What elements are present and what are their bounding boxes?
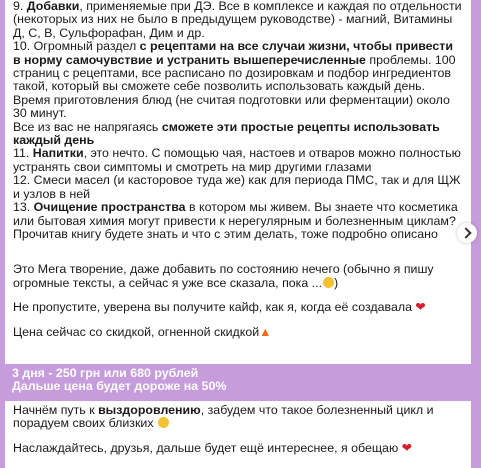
item-11-number: 11. xyxy=(13,146,33,161)
mega-paragraph xyxy=(13,263,463,290)
item-13-number: 13. xyxy=(13,200,34,215)
item-10-number: 10. Огромный раздел xyxy=(13,39,140,54)
item-13-title: Очищение пространства xyxy=(33,200,186,215)
fire-icon: ▲ xyxy=(259,324,272,339)
start-text: Начнём путь к xyxy=(13,403,99,417)
heart-icon: ❤ xyxy=(415,300,426,315)
item-12: 12. Смеси масел (и касторовое туда же) как для периода ПМС, так и для ЩЖ и узлов в ней xyxy=(13,173,461,201)
dont-miss-line xyxy=(13,301,463,314)
price-line-2: Дальше цена будет дороже на 50% xyxy=(12,379,227,393)
next-arrow-icon[interactable] xyxy=(457,223,477,243)
everyone-line xyxy=(13,121,463,148)
start-paragraph xyxy=(13,404,463,431)
item-9-number: 9. xyxy=(13,0,27,13)
text-card-bottom xyxy=(5,401,471,468)
item-10-text: проблемы. 100 страниц с рецептами, все расписано по дозировкам и подбор ингредиентов такой, который вы сможете себе позволить использовать каждый день. Время приготовления блюд (не считая подготовки или ферментации) около 30 минут. xyxy=(13,52,456,121)
item-10 xyxy=(13,40,463,120)
text-card-top xyxy=(5,0,471,364)
share-text: Наслаждайтесь, друзья, дальше будет ещё интереснее, я обещаю xyxy=(13,440,399,455)
mega-end: ) xyxy=(334,275,339,290)
item-11-text: , это нечто. С помощью чая, настоев и отваров можно полностью устранять свои симптомы и смотреть на мир другими глазами xyxy=(13,146,461,174)
smile-icon xyxy=(323,277,334,288)
price-now-line xyxy=(13,326,463,339)
item-9-title: Добавки xyxy=(26,0,80,13)
item-10-title: с рецептами на все случаи жизни, чтобы привести в норму самочувствие и устранить вышеперечисленные xyxy=(13,39,453,67)
item-9-text: , применяемые при ДЭ. Все в комплексе и каждая по отдельности (некоторых из них не было в предыдущем руководстве) - магний, Витамины Д, С, В, Сульфорафан, Дим и др. xyxy=(13,0,462,40)
mega-text: Это Мега творение, даже добавить по состоянию нечего (обычно я пишу огромные тексты, а сейчас я уже все сказала, пока ... xyxy=(13,262,434,290)
heart-icon: ❤ xyxy=(401,440,413,455)
item-11 xyxy=(13,147,463,174)
item-13-text: в котором мы живем. Вы знаете что косметика или бытовая химия могут привести к нерегулярным и болезненным циклам? Прочитав книгу будете знать и что с этим делать, тоже подробно описано xyxy=(13,200,458,241)
item-13 xyxy=(13,201,463,241)
item-9 xyxy=(13,0,463,40)
everyone-bold: сможете эти простые рецепты использовать каждый день xyxy=(13,119,440,148)
dont-miss-text: Не пропустите, уверена вы получите кайф, как я, когда её создавала xyxy=(13,300,412,315)
smile-icon xyxy=(158,417,169,428)
price-band xyxy=(12,367,452,393)
everyone-text: Все из вас не напрягаясь xyxy=(13,119,162,134)
price-line-1: 3 дня - 250 грн или 680 рублей xyxy=(12,366,199,380)
price-now-text: Цена сейчас со скидкой, огненной скидкой xyxy=(13,324,260,339)
start-rest: , забудем что такое болезненный цикл и порадуем своих близких xyxy=(13,403,434,431)
item-11-title: Напитки xyxy=(32,146,84,161)
start-bold: выздоровлению xyxy=(98,403,201,417)
share-line xyxy=(13,442,463,455)
